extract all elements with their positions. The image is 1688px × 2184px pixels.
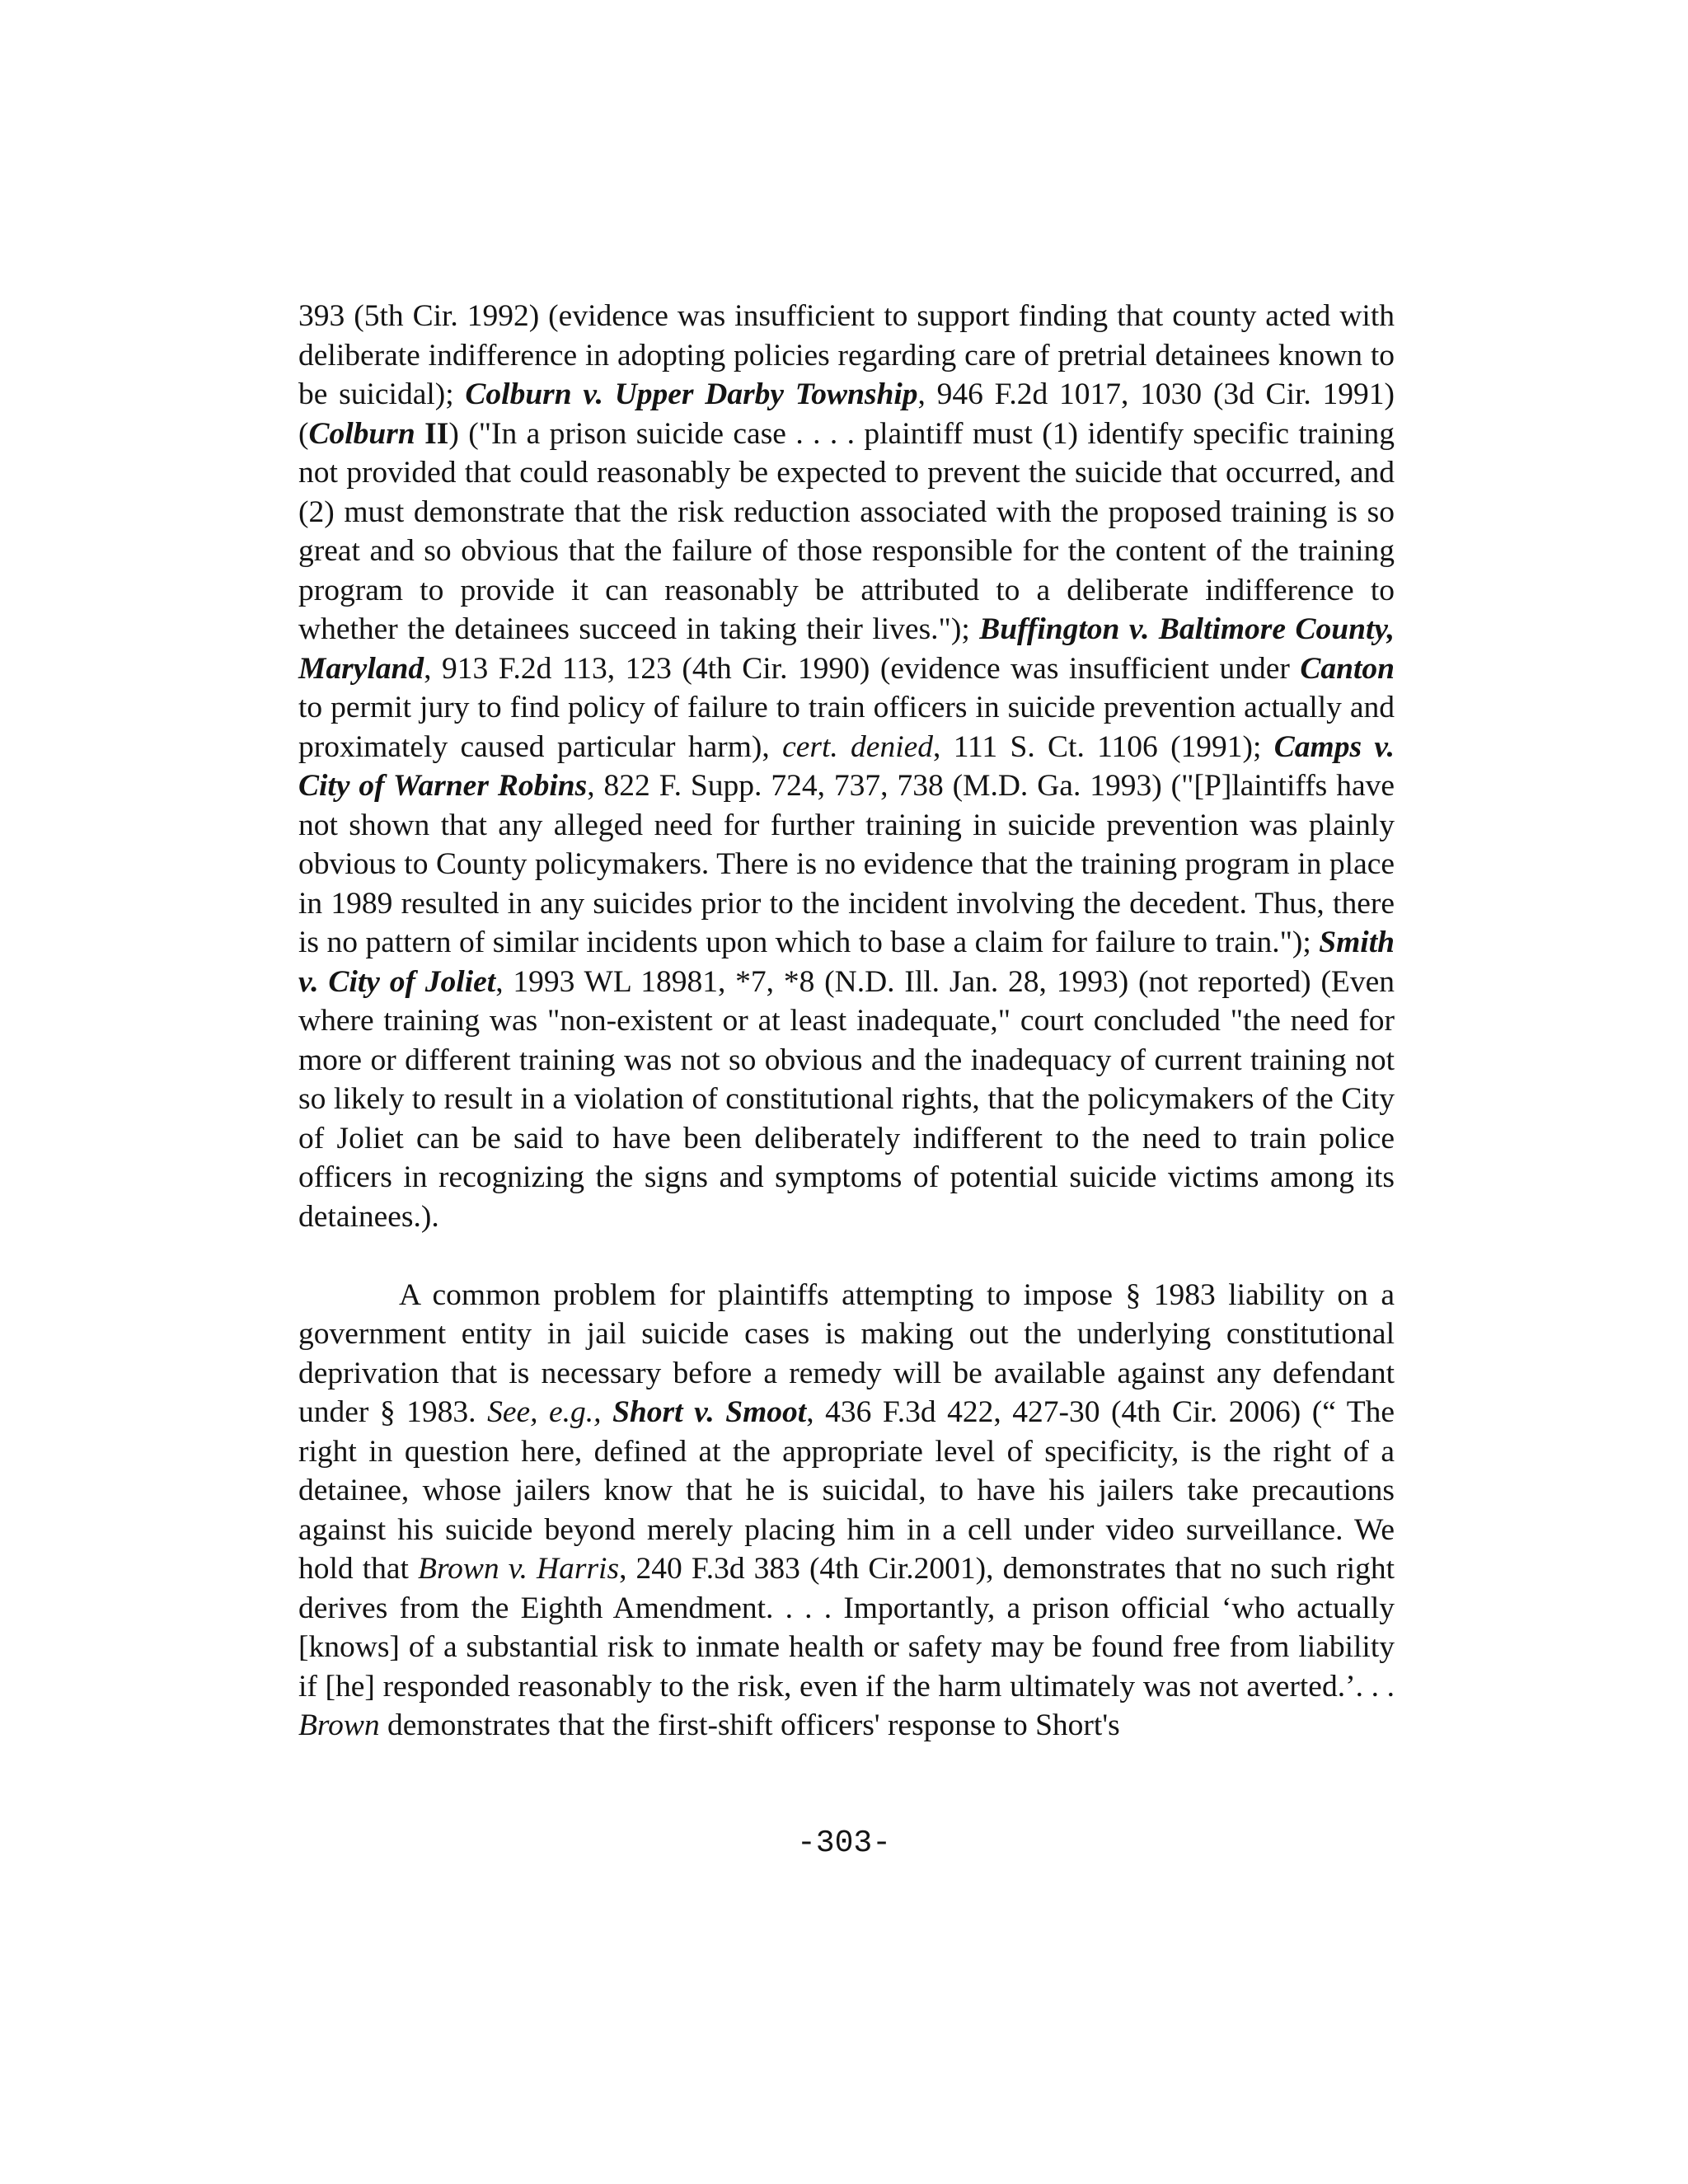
cert-denied: cert. denied <box>782 729 934 764</box>
text-run: , 436 F.3d 422, 427-30 (4th Cir. 2006) (“ The right in question here, defined at the appropriate level of specificity, is the right of a detainee, whose jailers know that he is suicidal, to have his jailers take precautions against his suicide beyond merely placing him in a cell under video surveillance. We hold that <box>298 1395 1395 1586</box>
case-name-smith: Smith v. City of Joliet <box>298 926 1395 999</box>
signal-see-eg: See, e.g., <box>487 1395 613 1429</box>
case-name-canton: Canton <box>1300 651 1395 686</box>
text-run: demonstrates that the first-shift officers' response to Short's <box>379 1708 1120 1742</box>
text-run: , 111 S. Ct. 1106 (1991); <box>933 729 1274 764</box>
text-run: ) ("In a prison suicide case . . . . plaintiff must (1) identify specific training not provided that could reasonably be expected to prevent the suicide that occurred, and (2) must demonstrate that the risk reduction associated with the proposed training is so great and so obvious that the failure of those responsible for the content of the training program to provide it can reasonably be attributed to a deliberate indifference to whether the detainees succeed in taking their lives."); <box>298 416 1395 646</box>
text-run: , 913 F.2d 113, 123 (4th Cir. 1990) (evidence was insufficient under <box>424 651 1301 686</box>
case-name-brown-harris: Brown v. Harris <box>418 1552 620 1586</box>
paragraph-common-problem <box>298 1276 1395 1746</box>
text-run: 393 (5th Cir. 1992) (evidence was insufficient to support finding that county acted with deliberate indifference in adopting policies regarding care of pretrial detainees known to be suicidal); <box>298 299 1395 411</box>
case-name-buffington: Buffington v. Baltimore County, Maryland <box>298 612 1395 686</box>
case-short-name-brown: Brown <box>298 1708 380 1742</box>
page-number: -303- <box>796 1825 892 1861</box>
text-run: , 822 F. Supp. 724, 737, 738 (M.D. Ga. 1993) ("[P]laintiffs have not shown that any alleged need for further training in suicide prevention was plainly obvious to County policymakers. There is no evidence that the training program in place in 1989 resulted in any suicides prior to the incident involving the decedent. Thus, there is no pattern of similar incidents upon which to base a claim for failure to train."); <box>298 769 1395 959</box>
text-run: , 1993 WL 18981, *7, *8 (N.D. Ill. Jan. 28, 1993) (not reported) (Even where training was "non-existent or at least inadequate," court concluded "the need for more or different training was not so obvious and the inadequacy of current training not so likely to result in a violation of constitutional rights, that the policymakers of the City of Joliet can be said to have been deliberately indifferent to the need to train police officers in recognizing the signs and symptoms of potential suicide victims among its detainees.). <box>298 964 1395 1234</box>
case-name-camps: Camps v. City of Warner Robins <box>298 729 1395 803</box>
body-text <box>298 297 1395 1746</box>
text-run: , 946 F.2d 1017, 1030 (3d Cir. 1991) ( <box>298 377 1395 451</box>
text-run: A common problem for plaintiffs attempting to impose § 1983 liability on a government entity in jail suicide cases is making out the underlying constitutional deprivation that is necessary before a remedy will be available against any defendant under § 1983. <box>298 1277 1395 1429</box>
paragraph-case-citations <box>298 297 1395 1236</box>
case-numeral: II <box>415 416 449 451</box>
text-run: to permit jury to find policy of failure to train officers in suicide prevention actually and proximately caused particular harm), <box>298 691 1395 764</box>
case-name-short: Short v. Smoot <box>612 1395 807 1429</box>
case-short-name-colburn: Colburn <box>308 416 415 451</box>
case-name-colburn: Colburn v. Upper Darby Township <box>465 377 918 411</box>
text-run: , 240 F.3d 383 (4th Cir.2001), demonstrates that no such right derives from the Eighth Amendment. . . . Importantly, a prison official ‘who actually [knows] of a substantial risk to inmate health or safety may be found free from liability if [he] responded reasonably to the risk, even if the harm ultimately was not averted.’. . . <box>298 1552 1395 1704</box>
